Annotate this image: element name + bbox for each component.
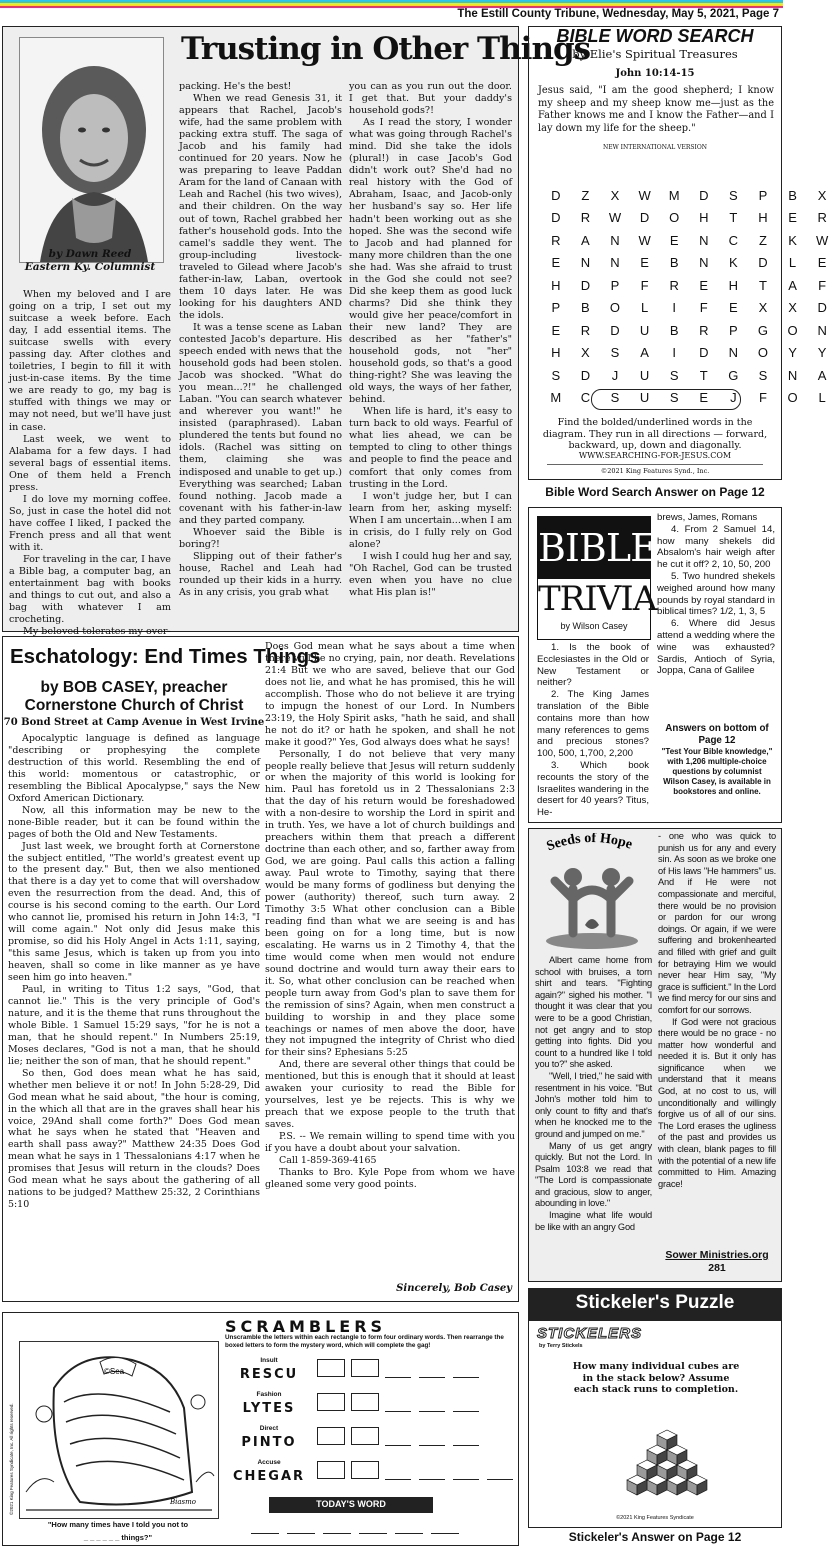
grid-letter[interactable]: G: [757, 322, 769, 338]
grid-letter[interactable]: W: [638, 187, 651, 203]
seeds-paragraph: "Well, I tried," he said with resentment in his voice. "But John's mother told him to only count to fifty and that's when he knocked me to the ground and jumped on me.": [535, 1070, 652, 1139]
grid-row: [541, 364, 837, 387]
trusting-paragraph: you can as you run out the door. I get that. But your daddy's household gods?!: [349, 81, 512, 117]
grid-letter[interactable]: A: [817, 367, 827, 383]
grid-letter[interactable]: H: [551, 277, 561, 293]
scramble-rows: [225, 1357, 517, 1507]
trivia-promo: "Test Your Bible knowledge," with 1,206 multiple-choice questions by columnist Wilson Casey, is available in bookstores and online.: [661, 747, 773, 796]
trivia-answers-note: Answers on bottom of Page 12: [665, 723, 769, 746]
grid-letter[interactable]: A: [788, 277, 797, 293]
grid-letter[interactable]: B: [581, 300, 590, 316]
todays-word-blank[interactable]: [359, 1533, 387, 1534]
grid-row: [541, 274, 837, 297]
scramble-clue: Fashion: [256, 1391, 282, 1398]
answer-blank[interactable]: [453, 1445, 479, 1446]
grid-letter[interactable]: H: [551, 345, 561, 361]
todays-word-blank[interactable]: [431, 1533, 459, 1534]
eschatology-paragraph: Now, all this information may be new to the none-Bible reader, but it can be found within the pages of both the Old and New Testaments.: [8, 804, 260, 840]
grid-letter[interactable]: F: [818, 277, 827, 293]
eschatology-paragraph: And, there are several other things that could be mentioned, but this is enough that it should at least awaken your curiosity to read the Bible for yourselves, lest ye be rejects. This is why we preach that we expose people to the truth that saves.: [265, 1059, 515, 1131]
trusting-paragraph: It was a tense scene as Laban contested Jacob's departure. His speech ended with news that the household gods had been stolen. Jacob was shocked. "What do you mean...?!" he challenged Laban. "You can search whatever and wherever you want!" he insisted (paraphrased). Laban plundered the tents but found no idols. (Rachel was sitting on them, claiming she was indisposed and unable to get up.) Everything was searched; Laban found nothing. Jacob made a covenant with his father-in-law and they parted company.: [179, 321, 342, 526]
word-search-rule: [547, 464, 763, 465]
trusting-paragraph: I won't judge her, but I can learn from her, asking myself: When I am uncertain...when I am in crisis, do I fully rely on God alone?: [349, 490, 512, 550]
scramble-letters: RESCU: [239, 1367, 299, 1382]
grid-letter[interactable]: D: [580, 367, 591, 383]
scramble-clue: Insult: [260, 1357, 278, 1364]
grid-letter[interactable]: N: [699, 232, 709, 248]
grid-letter[interactable]: B: [669, 255, 679, 271]
trivia-logo: [537, 516, 657, 640]
trusting-paragraph: My beloved tolerates my over-: [23, 626, 171, 638]
stickeler-logo: STICKELERS: [537, 1325, 643, 1342]
grid-row: [541, 207, 837, 230]
eschatology-column-1: [8, 733, 260, 1297]
grid-letter[interactable]: S: [610, 390, 620, 406]
grid-letter[interactable]: F: [758, 390, 767, 406]
todays-word-blanks[interactable]: [243, 1521, 473, 1535]
grid-letter[interactable]: E: [729, 300, 738, 316]
cartoonist-signature: Biasmo: [170, 1498, 197, 1506]
eschatology-paragraph: P.S. -- We remain willing to spend time with you if you have a doubt about your salvation.: [265, 1131, 515, 1155]
grid-letter[interactable]: R: [580, 210, 591, 226]
answer-blank[interactable]: [385, 1445, 411, 1446]
cartoon-image: [20, 1342, 218, 1518]
grid-letter[interactable]: S: [610, 345, 620, 361]
cube-stack-image: [617, 1405, 721, 1509]
eschatology-paragraph: Just last week, we brought forth at Cornerstone the subject entitled, "The world's greatest event up to the present day." But, then we also mentioned that there is a day yet to come that will overshadow even the resurrection from the dead. And, this of course is his second coming to the earth. Our Lord who cannot lie, promised his return in John 14:3, "I will come again." Not only did Jesus make this promise, so did his Holy Angel in Acts 1:11, saying, "this same Jesus, which is taken up from you into heaven, shall so come in like manner as ye have seen him go into heaven.": [8, 840, 260, 984]
seeds-paragraph: - one who was quick to punish us for any and every sin. As soon as we broke one of His laws "He hammers" us. And if He were not compassionate and merciful, there would be no provision or pardon for our wrong doings. Or again, if we were suffering and brokenhearted and filled with grief and guilt for betraying Him we would never hear Him say, "My grace is sufficient." In the Lord we find mercy for our sins and comfort for our sorrows.: [658, 831, 777, 1015]
grid-letter[interactable]: T: [729, 210, 738, 226]
grid-letter[interactable]: R: [580, 322, 591, 338]
grid-letter[interactable]: R: [551, 232, 561, 248]
grid-letter[interactable]: Y: [788, 345, 797, 361]
todays-word-label: TODAY'S WORD: [316, 1499, 386, 1509]
answer-blank[interactable]: [385, 1411, 411, 1412]
grid-letter[interactable]: G: [728, 367, 739, 383]
grid-letter[interactable]: E: [699, 277, 709, 293]
answer-box[interactable]: [317, 1359, 345, 1377]
grid-row: [541, 229, 837, 252]
trivia-question: 2. The King James translation of the Bible contains more than how many references to gems and precious stones? 100, 500, 1,700, 2,200: [537, 689, 649, 760]
word-search-panel: [528, 26, 829, 480]
grid-letter[interactable]: I: [672, 300, 676, 316]
trusting-paragraph: packing. He's the best!: [179, 81, 292, 92]
answer-blank[interactable]: [453, 1377, 479, 1378]
church-name: Cornerstone Church of Christ: [24, 697, 244, 714]
eschatology-paragraph: Apocalyptic language is defined as language "describing or prophesying the complete destruction of this world. Resembling the end of this world: momentous or catastrophic, or resembling the Biblical Apocalypse," says the New Oxford American Dictionary.: [8, 733, 260, 804]
scramble-clue: Accuse: [257, 1459, 281, 1466]
trivia-right-column: [657, 512, 775, 710]
grid-letter[interactable]: F: [640, 277, 649, 293]
grid-letter[interactable]: E: [788, 210, 797, 226]
grid-row: [541, 319, 837, 342]
grid-letter[interactable]: W: [638, 232, 651, 248]
grid-letter[interactable]: R: [669, 277, 679, 293]
seeds-of-hope-panel: [528, 828, 782, 1282]
word-search-subtitle: by Elie's Spiritual Treasures: [572, 47, 738, 61]
answer-box[interactable]: [317, 1393, 345, 1411]
word-search-answer: Bible Word Search Answer on Page 12: [545, 485, 765, 499]
answer-blank[interactable]: [419, 1445, 445, 1446]
todays-word-blank[interactable]: [287, 1533, 315, 1534]
grid-letter[interactable]: E: [551, 255, 561, 271]
grid-letter[interactable]: W: [608, 210, 622, 226]
trivia-left-column: [537, 642, 649, 820]
grid-row: [541, 252, 837, 275]
answer-box[interactable]: [351, 1427, 379, 1445]
grid-letter[interactable]: K: [788, 232, 797, 248]
grid-letter[interactable]: E: [640, 255, 649, 271]
grid-letter[interactable]: H: [699, 210, 709, 226]
trusting-title: Trusting in Other Things: [181, 31, 591, 67]
author-name: by Dawn Reed: [48, 248, 132, 260]
cartoon-copyright: ©2021 King Features Syndicate, Inc. All rights reserved.: [9, 1403, 14, 1515]
grid-letter[interactable]: N: [610, 255, 620, 271]
stickeler-byline: by Terry Stickels: [539, 1343, 583, 1349]
scramblers-instructions: Unscramble the letters within each rectangle to form four ordinary words. Then rearrange the boxed letters to form the mystery word, which will complete the gag!: [225, 1334, 504, 1349]
answer-box[interactable]: [317, 1427, 345, 1445]
grid-letter[interactable]: R: [817, 210, 827, 226]
grid-letter[interactable]: E: [551, 322, 561, 338]
answer-blank[interactable]: [453, 1479, 479, 1480]
word-search-title: BIBLE WORD SEARCH: [556, 26, 754, 46]
grid-letter[interactable]: O: [609, 300, 621, 316]
trusting-paragraph: Whoever said the Bible is boring?!: [179, 526, 342, 550]
seeds-paragraph: If God were not gracious there would be no grace - no matter how wonderful and needed it is. But it only has significance when we understand that it means God, at no cost to us, will unconditionally and willingly forgive us of all of our sins. The Lord erases the ugliness of the past and provides us with clean, blank pages to fill with the potential of a new life committed to Him. Amazing grace!: [658, 1016, 776, 1189]
seeds-paragraph: Many of us get angry quickly. But not the Lord. In Psalm 103:8 we read that "The Lord is compassionate and gracious, slow to anger, abounding in love.": [535, 1140, 652, 1209]
grid-letter[interactable]: M: [668, 187, 680, 203]
trusting-column-1: [9, 289, 171, 638]
grid-letter[interactable]: E: [669, 232, 679, 248]
grid-letter[interactable]: S: [669, 390, 679, 406]
answer-box[interactable]: [351, 1393, 379, 1411]
grid-row: [541, 184, 837, 207]
grid-letter[interactable]: P: [610, 277, 620, 293]
seeds-of-hope-logo-image: [533, 833, 651, 951]
grid-letter[interactable]: D: [580, 277, 591, 293]
grid-letter[interactable]: B: [788, 187, 797, 203]
verse-text: Jesus said, "I am the good shepherd; I know my sheep and my sheep know me—just as the Father knows me and I know the Father—and I lay down my life for the sheep.": [538, 85, 774, 134]
grid-letter[interactable]: U: [639, 322, 650, 338]
grid-letter[interactable]: D: [699, 345, 709, 361]
grid-letter[interactable]: N: [817, 322, 827, 338]
answer-blank[interactable]: [419, 1377, 445, 1378]
grid-letter[interactable]: W: [816, 232, 829, 248]
grid-letter[interactable]: X: [817, 187, 827, 203]
answer-blank[interactable]: [385, 1377, 411, 1378]
cartoon-sign-text: ©Sea: [104, 1367, 125, 1376]
trusting-paragraph: Last week, we went to Alabama for a few days. I had several bags of essential items. One of them held a French press.: [9, 433, 171, 493]
grid-letter[interactable]: D: [610, 322, 620, 338]
seeds-number: 281: [708, 1262, 726, 1274]
eschatology-title: Eschatology: End Times Things: [10, 645, 321, 668]
trusting-article: [2, 26, 591, 638]
grid-letter[interactable]: Z: [758, 232, 767, 248]
answer-blank[interactable]: [487, 1479, 513, 1480]
grid-letter[interactable]: H: [728, 277, 739, 293]
word-search-instructions: Find the bolded/underlined words in the diagram. They run in all directions — forward, backward, up, down and diagonally.: [542, 417, 768, 451]
trivia-question: 6. Where did Jesus attend a wedding where the wine was exhausted? Sardis, Antioch of Syria, Joppa, Cana of Galilee: [657, 618, 775, 677]
trusting-paragraph: For traveling in the car, I have a Bible bag, a computer bag, an entertainment bag with books and things to cut out, and also a bag with whatever I am crocheting.: [9, 554, 171, 626]
todays-word-blank[interactable]: [395, 1533, 423, 1534]
trusting-column-2: [179, 81, 342, 629]
grid-letter[interactable]: N: [699, 255, 709, 271]
grid-letter[interactable]: M: [550, 390, 562, 406]
answer-blank[interactable]: [419, 1479, 445, 1480]
grid-letter[interactable]: Z: [581, 187, 590, 203]
grid-letter[interactable]: Y: [817, 345, 827, 361]
eschatology-paragraph: Personally, I do not believe that very many people really believe that Jesus will return suddenly or when the majority of this world is looking for him. Paul has foretold us in 2 Thessalonians 2:3 that the day of his return would be foreshadowed with a non-desire to worship the Lord in spirit and in truth. Yes, we have a lot of church buildings and preachers within them that preach a different doctrine than each other, and so, farther away from God, we are going. Paul calls this action a falling away. Paul wrote to Timothy, saying that there would be many forms of godliness but denying the power (authority) thereof, such turn away. 2 Timothy 3:5 What other conclusion can a Bible reading find than what we are seeing is and has been going on for a long time, but is now escalating. He warns us in 2 Timothy 4, that the time would come when men would not endure sound doctrine and would turn away their ears to it. So, what other conclusion can be reached when people turn away from God's plan to save them for the remission of sins? Again, when men construct a building to worship in and they place some teachings or names of men above the door, have they not impugned the integrity of Christ who died for their sins? Ephesians 5:25: [265, 748, 515, 1059]
grid-letter[interactable]: J: [730, 390, 737, 406]
stickeler-answer: Stickeler's Answer on Page 12: [568, 1530, 742, 1544]
grid-row: [541, 297, 837, 320]
grid-letter[interactable]: O: [669, 210, 680, 226]
circled-word-oval: [591, 389, 741, 410]
trusting-paragraph: As I read the story, I wonder what was going through Rachel's mind. Did she take the idols (plural!) in case Jacob's God didn't work out? She'd had no real history with the God of Abraham, Isaac, and Jacob-only her husband's say so. Her life hadn't been working out as she hoped. She was the second wife to Jacob and had planned for many more children than the one she had. Was she afraid to trust in the God she could not see? Did she keep them as good luck charms? Did she think they would give her peace/comfort in their new land? They are described as her "father's" household gods, not "her" household gods, so that's a good thing-right? She was leaving the old ways, the ways of her father, behind.: [349, 117, 512, 406]
eschatology-paragraph: So then, God does mean what he has said, whether men believe it or not! In John 5:28-29, Did God mean what he said about, "the hour is coming, in the which all that are in the graves shall hear his voice, 29And shall come forth?" Does God mean what he says when he stated that "Heaven and earth shall pass away?" Matthew 24:35 Does God mean what he says in 1 Thessalonians 4:17 when he promises that Jesus will return in the clouds? Does God mean what he says about the gathering of all nations to be judged? Matthew 25:32, 2 Corinthians 5:10: [8, 1067, 260, 1211]
grid-letter[interactable]: D: [758, 255, 768, 271]
trusting-paragraph: When my beloved and I are going on a trip, I set out my suitcase a week before. Each day, I add essential items. The suitcase swells with every passing day. After clothes and toiletries, I begin to fill it with just-in-case items. By the time we are ready to go, my bag is stuffed with things we may or may not need, but we'll have just in case.: [9, 289, 171, 433]
eschatology-paragraph: Thanks to Bro. Kyle Pope from whom we have gleaned some very good points.: [265, 1166, 515, 1190]
grid-letter[interactable]: P: [729, 322, 738, 338]
bible-trivia-panel: [528, 507, 782, 823]
grid-letter[interactable]: D: [639, 210, 650, 226]
trivia-question: 1. Is the book of Ecclesiastes in the Old or New Testament or neither?: [537, 642, 649, 689]
trivia-logo-trivia: TRIVIA: [538, 579, 657, 619]
page-header-text: The Estill County Tribune, Wednesday, May 5, 2021, Page 7: [457, 8, 779, 20]
grid-letter[interactable]: D: [817, 300, 827, 316]
seeds-logo: [533, 833, 651, 951]
answer-box[interactable]: [317, 1461, 345, 1479]
grid-letter[interactable]: A: [640, 345, 649, 361]
scramblers-panel: [2, 1312, 519, 1546]
grid-letter[interactable]: T: [758, 277, 767, 293]
grid-letter[interactable]: L: [640, 300, 649, 316]
cartoon: [19, 1341, 219, 1519]
scramble-letters: CHEGAR: [232, 1469, 306, 1484]
stickeler-copyright: ©2021 King Features Syndicate: [616, 1515, 694, 1521]
author-photo: [19, 37, 164, 263]
grid-letter[interactable]: D: [551, 187, 561, 203]
answer-blank[interactable]: [385, 1479, 411, 1480]
seeds-paragraph: Albert came home from school with bruises, a torn shirt and tears. "Fighting again?" sighed his mother. "I thought it was clear that you were to be a good Christian, not get angry and to stop getting into fights. Did you count to a hundred like I told you to?" she asked.: [535, 955, 652, 1070]
grid-letter[interactable]: S: [669, 367, 679, 383]
stickeler-title: Stickeler's Puzzle: [575, 1292, 735, 1313]
scramble-clue: Direct: [259, 1425, 279, 1432]
grid-letter[interactable]: N: [728, 345, 739, 361]
grid-letter[interactable]: D: [699, 187, 709, 203]
trusting-paragraph: I do love my morning coffee. So, just in case the hotel did not have coffee I liked, I packed the French press and all that went with it.: [9, 493, 171, 553]
cartoon-caption-1: "How many times have I told you not to: [47, 1520, 189, 1529]
grid-letter[interactable]: E: [699, 390, 709, 406]
eschatology-paragraph: Does God mean what he says about a time when there will be no crying, pain, nor death. Revelations 21:4 But we who are saved, believe that our God does not lie, and what he has promised, this he will accomplish. Those who do not believe it are trying to impugn the honest of our Lord. In Numbers 23:19, the Holy Spirit asks, "hath he said, and shall he not do it? or hath he spoken, and shall he not make it good?" Yes, God always does what he says!: [265, 641, 515, 748]
grid-letter[interactable]: C: [580, 390, 591, 406]
trivia-question: 5. Two hundred shekels weighed around how many pounds by royal standard in biblical times? 1/2, 1, 3, 5: [657, 570, 775, 618]
grid-letter[interactable]: X: [758, 300, 768, 316]
grid-row: [541, 342, 837, 365]
trusting-paragraph: Slipping out of their father's house, Rachel and Leah had rounded up their kids in a hurry. As in any crisis, you grab what: [179, 550, 342, 598]
trivia-logo-author: by Wilson Casey: [560, 621, 628, 631]
eschatology-byline: by BOB CASEY, preacher: [40, 679, 228, 696]
grid-letter[interactable]: N: [580, 255, 591, 271]
grid-letter[interactable]: E: [817, 255, 827, 271]
eschatology-column-2: [265, 641, 515, 1259]
word-search-copyright: ©2021 King Features Synd., Inc.: [600, 467, 710, 475]
seeds-left-column: [535, 955, 652, 1281]
author-portrait-image: [20, 38, 163, 262]
trusting-paragraph: When we read Genesis 31, it appears that Rachel, Jacob's wife, had the same problem with packing extra stuff. The saga of Jacob and his family had continued for 20 years. Now he was preparing to leave Paddan Aram for the land of Canaan with Leah and Rachel (his two wives), and their children. On the way out of town, Rachel grabbed her father's household gods. Into the camel's saddle they went. The group-including livestock-traveled to Gilead where Jacob's father-in-law, Laban, overtook them 10 days later. He was looking for his daughters AND the idols.: [179, 93, 342, 321]
svg-text:Seeds of Hope: Seeds of Hope: [544, 833, 635, 855]
grid-letter[interactable]: O: [787, 322, 798, 338]
grid-letter[interactable]: L: [818, 390, 826, 406]
grid-letter[interactable]: X: [581, 345, 590, 361]
grid-letter[interactable]: I: [672, 345, 676, 361]
todays-word-blank[interactable]: [251, 1533, 279, 1534]
answer-box[interactable]: [351, 1359, 379, 1377]
scramble-letters: LYTES: [242, 1401, 296, 1416]
grid-letter[interactable]: N: [787, 367, 798, 383]
trivia-logo-bible: BIBLE: [538, 517, 650, 579]
grid-letter[interactable]: U: [639, 367, 650, 383]
grid-letter[interactable]: A: [581, 232, 590, 248]
eschatology-signature: Sincerely, Bob Casey: [396, 1283, 512, 1294]
grid-letter[interactable]: T: [699, 367, 708, 383]
scramblers-title: SCRAMBLERS: [225, 1317, 387, 1336]
todays-word-blank[interactable]: [323, 1533, 351, 1534]
grid-letter[interactable]: S: [729, 187, 738, 203]
grid-letter[interactable]: D: [551, 210, 561, 226]
trusting-paragraph: I wish I could hug her and say, "Oh Rachel, God can be trusted even when you have no clue what His plan is!": [349, 550, 512, 598]
grid-letter[interactable]: X: [788, 300, 797, 316]
letter-grid: [541, 184, 837, 409]
trusting-column-3: [349, 81, 512, 629]
sower-link[interactable]: Sower Ministries.org: [665, 1249, 769, 1261]
grid-letter[interactable]: L: [788, 255, 797, 271]
answer-blank[interactable]: [453, 1411, 479, 1412]
grid-letter[interactable]: F: [699, 300, 708, 316]
grid-letter[interactable]: X: [610, 187, 620, 203]
author-title: Eastern Ky. Columnist: [24, 261, 156, 273]
trusting-paragraph: When life is hard, it's easy to turn back to old ways. Fearful of what lies ahead, we can be tempted to cling to other things and people to find the peace and comfort that only comes from trusting in the Lord.: [349, 406, 512, 490]
eschatology-paragraph: Paul, in writing to Titus 1:2 says, "God, that cannot lie." This is the very principle of God's nature, and it is the theme that runs throughout the whole Bible. 1 Samuel 15:29 says, "for he is not a man, that he should repent." In Numbers 25:19, Moses declares, "God is not a man, that he should lie; neither the son of man, that he should repent.": [8, 984, 260, 1067]
grid-letter[interactable]: S: [758, 367, 768, 383]
answer-blank[interactable]: [419, 1411, 445, 1412]
grid-letter[interactable]: P: [758, 187, 768, 203]
trusting-byline: [9, 248, 171, 274]
grid-letter[interactable]: O: [787, 390, 798, 406]
grid-letter[interactable]: H: [758, 210, 768, 226]
grid-letter[interactable]: O: [757, 345, 769, 361]
grid-letter[interactable]: U: [639, 390, 650, 406]
trivia-question: brews, James, Romans: [657, 512, 758, 523]
grid-letter[interactable]: C: [728, 232, 739, 248]
stickeler-question: How many individual cubes are in the stack below? Assume each stack runs to completion.: [572, 1361, 740, 1395]
grid-letter[interactable]: B: [669, 322, 679, 338]
grid-letter[interactable]: R: [699, 322, 709, 338]
grid-letter[interactable]: N: [610, 232, 620, 248]
seeds-paragraph: Imagine what life would be like with an angry God: [535, 1210, 652, 1232]
cube-stack: [617, 1405, 721, 1509]
word-search-url: WWW.SEARCHING-FOR-JESUS.COM: [578, 451, 732, 460]
grid-letter[interactable]: P: [551, 300, 561, 316]
eschatology-article: [2, 636, 519, 1302]
cartoon-caption-2: _ _ _ _ _ _ things?": [83, 1533, 153, 1542]
bible-version: NEW INTERNATIONAL VERSION: [602, 144, 708, 151]
church-address: 70 Bond Street at Camp Avenue in West Irvine: [3, 717, 265, 728]
trivia-question: 3. Which book recounts the story of the Israelites wandering in the desert for 40 years? Titus, He-: [537, 759, 649, 819]
scramble-letters: PINTO: [241, 1435, 297, 1450]
grid-letter[interactable]: J: [611, 367, 619, 383]
trivia-question: 4. From 2 Samuel 14, how many shekels did Absalom's hair weigh after he cut it off? 2, 10, 50, 200: [657, 523, 775, 571]
grid-letter[interactable]: S: [551, 367, 561, 383]
grid-letter[interactable]: K: [729, 255, 738, 271]
stickeler-panel: [528, 1320, 782, 1528]
verse-reference: John 10:14-15: [615, 68, 695, 79]
answer-box[interactable]: [351, 1461, 379, 1479]
eschatology-paragraph: Call 1-859-369-4165: [279, 1154, 377, 1166]
page-header: [0, 8, 783, 22]
seeds-right-column: [658, 831, 776, 1249]
